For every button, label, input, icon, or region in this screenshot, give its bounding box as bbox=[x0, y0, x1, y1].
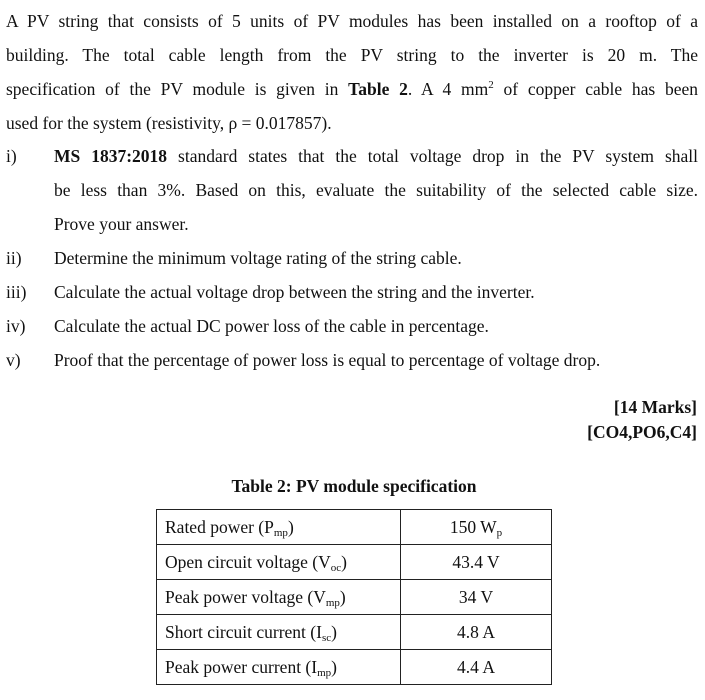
question-item bbox=[6, 275, 698, 309]
problem-statement bbox=[6, 4, 698, 140]
table-row bbox=[157, 650, 552, 685]
question-text: Determine the minimum voltage rating of the string cable. bbox=[54, 248, 462, 268]
table-caption: Table 2: PV module specification bbox=[231, 476, 477, 496]
intro-text: . A 4 mm bbox=[407, 79, 489, 99]
param-value: 150 $W_p$ bbox=[401, 510, 552, 545]
param-label: Peak power voltage $(V_{mp})$ bbox=[157, 580, 401, 615]
question-item bbox=[6, 139, 698, 241]
param-label: Open circuit voltage $(V_{oc})$ bbox=[157, 545, 401, 580]
question-number: i) bbox=[6, 146, 17, 166]
question-number: v) bbox=[6, 350, 21, 370]
param-value: 34 V bbox=[401, 580, 552, 615]
table-row bbox=[157, 545, 552, 580]
question-number: iv) bbox=[6, 316, 26, 336]
intro-text: specification of the PV module is given in bbox=[6, 79, 349, 99]
question-text bbox=[54, 139, 698, 173]
question-item bbox=[6, 343, 698, 377]
superscript: 2 bbox=[488, 79, 494, 91]
table-reference: Table 2 bbox=[348, 79, 408, 99]
question-number: ii) bbox=[6, 248, 22, 268]
table-row bbox=[157, 510, 552, 545]
table-row bbox=[157, 580, 552, 615]
standard-reference: MS 1837:2018 bbox=[54, 146, 168, 166]
question-text: be less than 3%. Based on this, evaluate the suitability of the selected cable size. bbox=[54, 180, 698, 200]
param-value: 4.4 A bbox=[401, 650, 552, 685]
intro-line-3 bbox=[6, 72, 698, 106]
course-outcome: [CO4,PO6,C4] bbox=[587, 422, 697, 442]
question-text: Prove your answer. bbox=[54, 214, 189, 234]
pv-spec-table bbox=[156, 509, 552, 685]
param-label: Peak power current $(I_{mp})$ bbox=[157, 650, 401, 685]
marks-allocation bbox=[587, 395, 697, 445]
question-text-part: standard states that the total voltage drop in the PV system shall bbox=[167, 146, 699, 166]
question-text: Calculate the actual DC power loss of the cable in percentage. bbox=[54, 316, 489, 336]
question-text: Calculate the actual voltage drop between the string and the inverter. bbox=[54, 282, 535, 302]
intro-text: of copper cable has been bbox=[493, 79, 698, 99]
question-text: Proof that the percentage of power loss is equal to percentage of voltage drop. bbox=[54, 350, 601, 370]
marks-total: [14 Marks] bbox=[613, 397, 697, 417]
param-label: Rated power $(P_{mp})$ bbox=[157, 510, 401, 545]
question-item bbox=[6, 241, 698, 275]
param-value: 43.4 V bbox=[401, 545, 552, 580]
param-label: Short circuit current $(I_{sc})$ bbox=[157, 615, 401, 650]
intro-line-1: A PV string that consists of 5 units of PV modules has been installed on a rooftop of a bbox=[6, 11, 698, 31]
question-number: iii) bbox=[6, 282, 27, 302]
question-item bbox=[6, 309, 698, 343]
intro-line-2: building. The total cable length from the PV string to the inverter is 20 m. The bbox=[6, 45, 698, 65]
param-value: 4.8 A bbox=[401, 615, 552, 650]
intro-line-4: used for the system (resistivity, ρ = 0.017857). bbox=[6, 113, 332, 133]
table-row bbox=[157, 615, 552, 650]
question-list bbox=[6, 139, 698, 377]
